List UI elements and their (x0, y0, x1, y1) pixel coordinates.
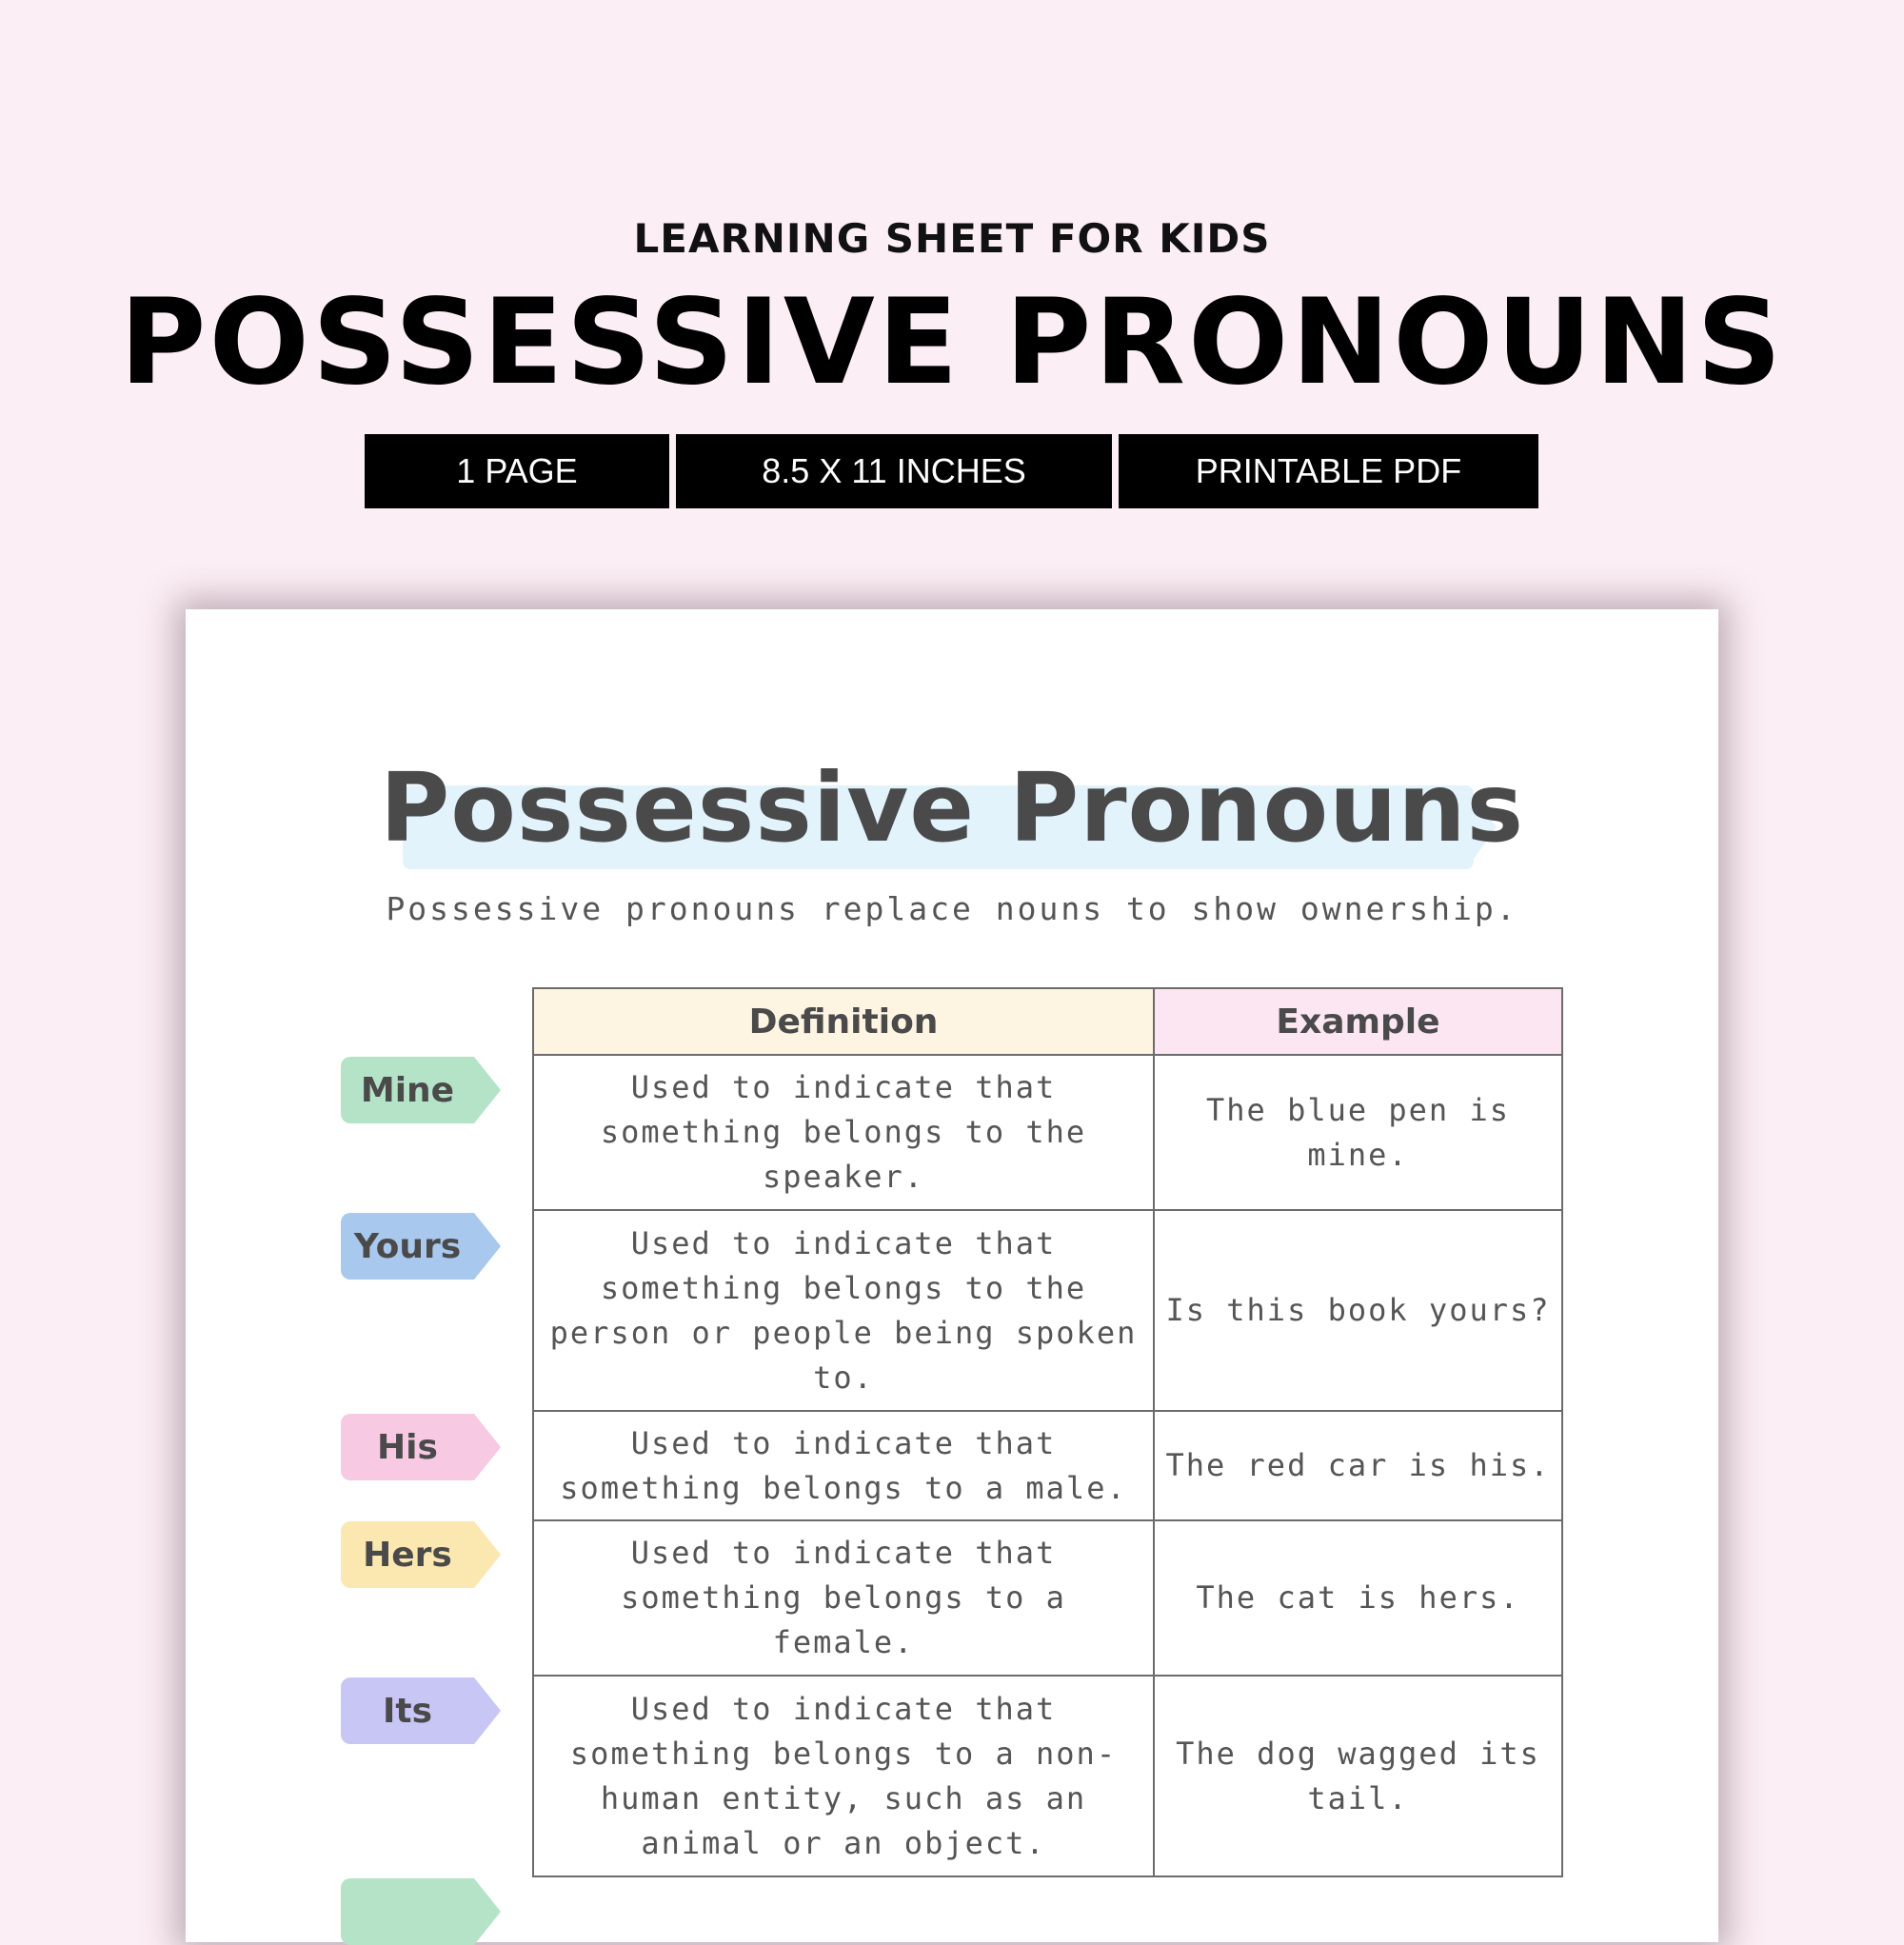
table-row (533, 1411, 1562, 1520)
column-header-example: Example (1154, 988, 1562, 1055)
column-header-definition: Definition (533, 988, 1154, 1055)
sheet-subtitle: Possessive pronouns replace nouns to show ownership. (386, 890, 1518, 927)
pronoun-tag-his: His (341, 1414, 474, 1480)
badge-pages: 1 PAGE (365, 434, 669, 508)
pronoun-tag-its: Its (341, 1677, 474, 1744)
header-title: POSSESSIVE PRONOUNS (119, 274, 1785, 411)
table-header-row (533, 988, 1562, 1055)
example-cell: The cat is hers. (1154, 1520, 1562, 1676)
worksheet-preview (186, 609, 1718, 1942)
table-row (533, 1520, 1562, 1676)
example-cell: Is this book yours? (1154, 1210, 1562, 1411)
example-cell: The blue pen is mine. (1154, 1055, 1562, 1210)
definition-cell: Used to indicate that something belongs to a non-human entity, such as an animal or an object. (533, 1676, 1154, 1876)
header-kicker: LEARNING SHEET FOR KIDS (633, 215, 1271, 262)
pronoun-tag-yours: Yours (341, 1213, 474, 1280)
definition-cell: Used to indicate that something belongs to the person or people being spoken to. (533, 1210, 1154, 1411)
badge-format: PRINTABLE PDF (1119, 434, 1538, 508)
example-cell: The red car is his. (1154, 1411, 1562, 1520)
table-row (533, 1210, 1562, 1411)
badge-size: 8.5 X 11 INCHES (676, 434, 1112, 508)
sheet-title: Possessive Pronouns (379, 752, 1525, 863)
definition-cell: Used to indicate that something belongs to a male. (533, 1411, 1154, 1520)
definition-cell: Used to indicate that something belongs to the speaker. (533, 1055, 1154, 1210)
pronoun-table (532, 987, 1563, 1877)
table-row (533, 1055, 1562, 1210)
example-cell: The dog wagged its tail. (1154, 1676, 1562, 1876)
definition-cell: Used to indicate that something belongs to a female. (533, 1520, 1154, 1676)
table-row (533, 1676, 1562, 1876)
pronoun-tag-next (341, 1878, 474, 1945)
pronoun-tag-mine: Mine (341, 1057, 474, 1123)
pronoun-tag-hers: Hers (341, 1521, 474, 1588)
